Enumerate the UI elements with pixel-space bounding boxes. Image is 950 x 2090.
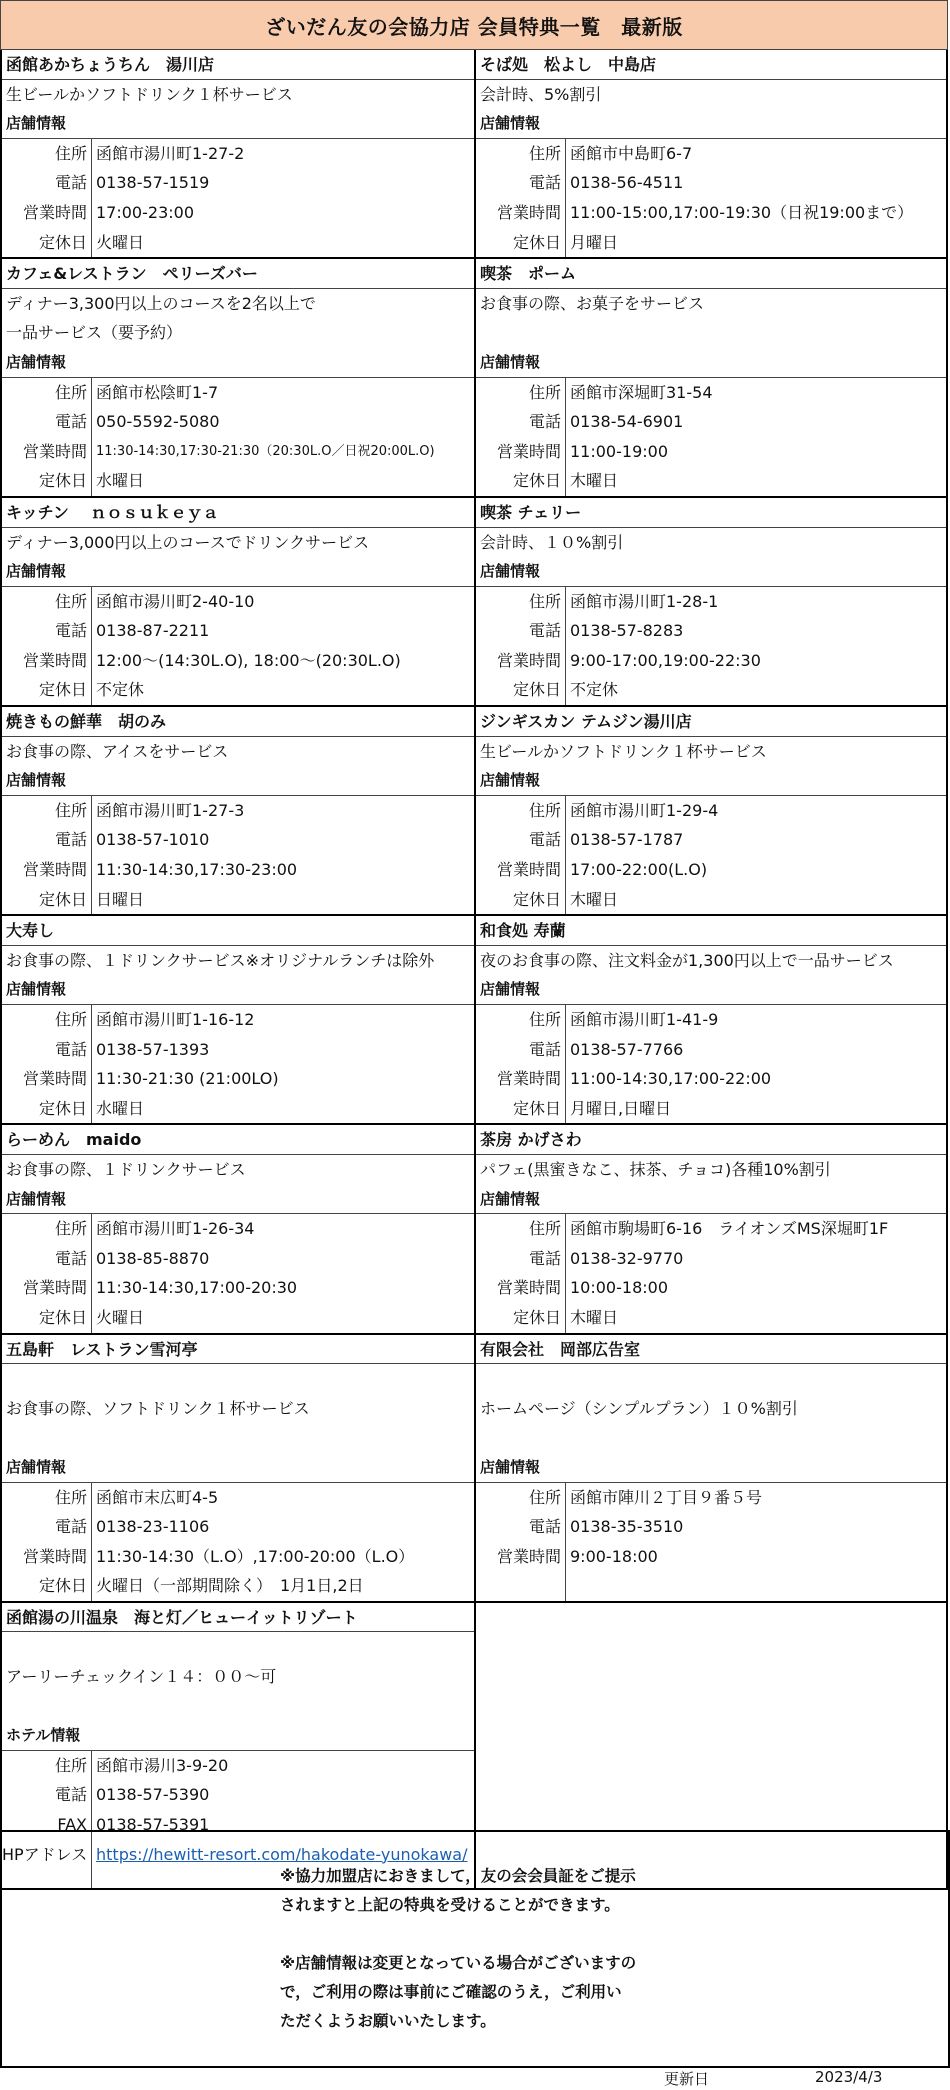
store-name: 大寿し bbox=[2, 916, 474, 946]
address-value: 函館市陣川２丁目９番５号 bbox=[570, 1487, 763, 1507]
address-row bbox=[476, 796, 946, 826]
closed-label: 定休日 bbox=[2, 1094, 92, 1124]
phone-value: 0138-54-6901 bbox=[570, 412, 684, 432]
closed-label: 定休日 bbox=[476, 1303, 566, 1333]
phone-value: 0138-23-1106 bbox=[96, 1517, 210, 1537]
notice-line: ※協力加盟店におきまして，友の会会員証をご提示 bbox=[280, 1867, 636, 1885]
store-info-heading: 店舗情報 bbox=[2, 975, 474, 1005]
phone-value: 0138-35-3510 bbox=[570, 1517, 684, 1537]
phone-label: 電話 bbox=[476, 1244, 566, 1274]
hours-value: 9:00-17:00,19:00-22:30 bbox=[570, 650, 761, 670]
closed-label: 定休日 bbox=[476, 228, 566, 258]
store-benefit bbox=[476, 1423, 946, 1453]
store-info-heading: 店舗情報 bbox=[476, 766, 946, 796]
closed-row bbox=[476, 1303, 946, 1333]
phone-row bbox=[476, 407, 946, 437]
closed-label: 定休日 bbox=[476, 1094, 566, 1124]
closed-value: 不定休 bbox=[570, 680, 619, 700]
hours-value: 11:00-15:00,17:00-19:30（日祝19:00まで） bbox=[570, 202, 914, 222]
closed-label: 定休日 bbox=[476, 885, 566, 915]
phone-label: 電話 bbox=[2, 1244, 92, 1274]
store-name: 五島軒 レストラン雪河亭 bbox=[2, 1335, 474, 1365]
store-name: 函館あかちょうちん 湯川店 bbox=[2, 50, 474, 80]
store-benefit bbox=[2, 1364, 474, 1394]
address-value: 函館市駒場町6-16 ライオンズMS深堀町1F bbox=[570, 1219, 889, 1239]
address-value: 函館市湯川町1-16-12 bbox=[96, 1010, 255, 1029]
store-card bbox=[0, 498, 474, 707]
closed-label: 定休日 bbox=[2, 466, 92, 496]
address-value: 函館市湯川3-9-20 bbox=[96, 1755, 229, 1775]
hours-label: 営業時間 bbox=[2, 1273, 92, 1303]
hours-row bbox=[2, 198, 474, 228]
address-label: 住所 bbox=[2, 1005, 92, 1035]
store-benefit: お食事の際、１ドリンクサービス bbox=[6, 1159, 246, 1179]
phone-value: 0138-32-9770 bbox=[570, 1248, 684, 1268]
hours-label: 営業時間 bbox=[476, 437, 566, 467]
address-value: 函館市末広町4-5 bbox=[96, 1487, 219, 1507]
store-benefit: お食事の際、１ドリンクサービス※オリジナルランチは除外 bbox=[6, 950, 435, 970]
store-card bbox=[0, 1335, 474, 1603]
address-row bbox=[476, 1214, 946, 1244]
phone-row bbox=[2, 168, 474, 198]
address-value: 函館市中島町6-7 bbox=[570, 143, 693, 163]
closed-value: 木曜日 bbox=[570, 889, 619, 909]
hours-row bbox=[2, 1542, 474, 1572]
phone-row bbox=[2, 1244, 474, 1274]
address-value: 函館市湯川町1-41-9 bbox=[570, 1010, 719, 1029]
blank-label bbox=[476, 1571, 566, 1601]
phone-value: 050-5592-5080 bbox=[96, 412, 220, 432]
store-benefit: 会計時、5%割引 bbox=[480, 84, 602, 104]
phone-label: 電話 bbox=[2, 407, 92, 437]
store-info-heading: 店舗情報 bbox=[476, 1453, 946, 1483]
address-value: 函館市湯川町1-27-2 bbox=[96, 143, 245, 163]
hours-value: 12:00～(14:30L.O), 18:00～(20:30L.O) bbox=[96, 650, 401, 670]
notice-line: ※店舗情報は変更となっている場合がございますの bbox=[280, 1954, 637, 1972]
phone-row bbox=[2, 1035, 474, 1065]
hours-value: 11:30-14:30,17:00-20:30 bbox=[96, 1278, 298, 1298]
phone-value: 0138-57-5390 bbox=[96, 1785, 210, 1805]
store-benefit bbox=[476, 1364, 946, 1394]
store-card bbox=[474, 259, 948, 498]
address-row bbox=[476, 378, 946, 408]
address-label: 住所 bbox=[2, 378, 92, 408]
address-label: 住所 bbox=[476, 1005, 566, 1035]
closed-label: 定休日 bbox=[2, 228, 92, 258]
address-row bbox=[476, 1483, 946, 1513]
store-benefit: 一品サービス（要予約） bbox=[6, 323, 183, 343]
fax-label: FAX bbox=[2, 1810, 92, 1840]
hours-row bbox=[2, 1064, 474, 1094]
store-info-heading: 店舗情報 bbox=[2, 1453, 474, 1483]
store-card bbox=[474, 498, 948, 707]
closed-value: 火曜日 bbox=[96, 1307, 145, 1327]
address-row bbox=[2, 1751, 474, 1781]
hours-value: 10:00-18:00 bbox=[570, 1278, 668, 1298]
closed-value: 不定休 bbox=[96, 680, 145, 700]
closed-label: 定休日 bbox=[2, 675, 92, 705]
store-card bbox=[474, 1335, 948, 1603]
store-name: 和食処 寿蘭 bbox=[476, 916, 946, 946]
phone-label: 電話 bbox=[2, 825, 92, 855]
phone-row bbox=[476, 1244, 946, 1274]
phone-label: 電話 bbox=[476, 825, 566, 855]
phone-row bbox=[2, 825, 474, 855]
store-card bbox=[474, 916, 948, 1125]
phone-label: 電話 bbox=[2, 1035, 92, 1065]
address-label: 住所 bbox=[476, 139, 566, 169]
store-info-heading: 店舗情報 bbox=[476, 109, 946, 139]
store-benefit: パフェ(黒蜜きなこ、抹茶、チョコ)各種10%割引 bbox=[480, 1159, 831, 1179]
phone-label: 電話 bbox=[2, 168, 92, 198]
store-grid bbox=[0, 50, 950, 1890]
phone-row bbox=[476, 1512, 946, 1542]
hours-value: 11:30-21:30 (21:00LO) bbox=[96, 1069, 279, 1089]
address-label: 住所 bbox=[476, 1214, 566, 1244]
store-benefit: ディナー3,300円以上のコースを2名以上で bbox=[6, 293, 316, 313]
phone-row bbox=[476, 825, 946, 855]
store-info-heading: 店舗情報 bbox=[2, 109, 474, 139]
hp-link[interactable]: https://hewitt-resort.com/hakodate-yunokawa/ bbox=[96, 1844, 468, 1864]
store-name: キッチン ｎｏｓｕｋｅｙａ bbox=[2, 498, 474, 528]
closed-row bbox=[476, 885, 946, 915]
hours-row bbox=[2, 437, 474, 467]
phone-label: 電話 bbox=[476, 407, 566, 437]
closed-label: 定休日 bbox=[2, 885, 92, 915]
address-row bbox=[2, 1483, 474, 1513]
address-value: 函館市湯川町1-27-3 bbox=[96, 800, 245, 820]
address-label: 住所 bbox=[2, 587, 92, 617]
updated-row bbox=[0, 2066, 950, 2090]
address-row bbox=[476, 1005, 946, 1035]
store-name: そば処 松よし 中島店 bbox=[476, 50, 946, 80]
store-benefit: ディナー3,000円以上のコースでドリンクサービス bbox=[6, 532, 370, 552]
hours-label: 営業時間 bbox=[476, 646, 566, 676]
store-name: 有限会社 岡部広告室 bbox=[476, 1335, 946, 1365]
hp-label: HPアドレス bbox=[2, 1840, 92, 1888]
hours-value: 17:00-22:00(L.O) bbox=[570, 860, 708, 880]
hours-label: 営業時間 bbox=[2, 198, 92, 228]
hours-row bbox=[476, 1542, 946, 1572]
store-card bbox=[0, 50, 474, 259]
closed-row bbox=[476, 1094, 946, 1124]
address-row bbox=[2, 1214, 474, 1244]
phone-label: 電話 bbox=[2, 1780, 92, 1810]
notice-box bbox=[0, 1830, 950, 2068]
notice-line: で，ご利用の際は事前にご確認のうえ，ご利用い bbox=[280, 1983, 622, 2001]
store-benefit: 生ビールかソフトドリンク１杯サービス bbox=[480, 741, 767, 761]
store-info-heading: 店舗情報 bbox=[2, 557, 474, 587]
address-value: 函館市松陰町1-7 bbox=[96, 382, 219, 402]
hotel-benefit bbox=[2, 1632, 474, 1662]
closed-value: 水曜日 bbox=[96, 471, 145, 491]
store-card bbox=[0, 259, 474, 498]
hours-value: 9:00-18:00 bbox=[570, 1546, 658, 1566]
hours-label: 営業時間 bbox=[2, 855, 92, 885]
hours-row bbox=[2, 855, 474, 885]
hours-row bbox=[476, 646, 946, 676]
hours-label: 営業時間 bbox=[476, 1064, 566, 1094]
phone-value: 0138-57-1519 bbox=[96, 173, 210, 193]
hours-label: 営業時間 bbox=[476, 855, 566, 885]
hours-row bbox=[2, 646, 474, 676]
phone-label: 電話 bbox=[476, 616, 566, 646]
store-info-heading: 店舗情報 bbox=[476, 975, 946, 1005]
store-card bbox=[0, 1125, 474, 1334]
address-row bbox=[476, 139, 946, 169]
address-row bbox=[2, 139, 474, 169]
phone-row bbox=[2, 1780, 474, 1810]
closed-value: 木曜日 bbox=[570, 1307, 619, 1327]
address-label: 住所 bbox=[2, 796, 92, 826]
closed-label: 定休日 bbox=[2, 1571, 92, 1601]
blank-value bbox=[566, 1571, 946, 1601]
phone-value: 0138-57-7766 bbox=[570, 1039, 684, 1059]
phone-row bbox=[2, 1512, 474, 1542]
hours-value: 11:30-14:30（L.O）,17:00-20:00（L.O） bbox=[96, 1546, 415, 1566]
store-name: ジンギスカン テムジン湯川店 bbox=[476, 707, 946, 737]
closed-row bbox=[2, 1094, 474, 1124]
address-label: 住所 bbox=[2, 139, 92, 169]
hours-value: 11:30-14:30,17:30-23:00 bbox=[96, 860, 298, 880]
hours-label: 営業時間 bbox=[2, 437, 92, 467]
hours-row bbox=[2, 1273, 474, 1303]
phone-row bbox=[2, 616, 474, 646]
closed-value: 水曜日 bbox=[96, 1098, 145, 1118]
address-value: 函館市湯川町1-29-4 bbox=[570, 800, 719, 820]
store-info-heading: 店舗情報 bbox=[2, 1185, 474, 1215]
closed-label: 定休日 bbox=[476, 466, 566, 496]
updated-label: 更新日 bbox=[664, 2070, 710, 2088]
closed-row bbox=[2, 228, 474, 258]
phone-value: 0138-57-1393 bbox=[96, 1039, 210, 1059]
closed-row bbox=[2, 885, 474, 915]
address-label: 住所 bbox=[2, 1483, 92, 1513]
store-info-heading: 店舗情報 bbox=[476, 348, 946, 378]
store-card bbox=[474, 1125, 948, 1334]
hotel-benefit bbox=[2, 1692, 474, 1722]
store-name: カフェ&レストラン ペリーズバー bbox=[2, 259, 474, 289]
store-card bbox=[474, 707, 948, 916]
store-info-heading: 店舗情報 bbox=[476, 557, 946, 587]
phone-value: 0138-85-8870 bbox=[96, 1248, 210, 1268]
hours-row bbox=[476, 437, 946, 467]
hotel-info-heading: ホテル情報 bbox=[2, 1721, 474, 1751]
phone-row bbox=[476, 616, 946, 646]
hours-value: 11:00-19:00 bbox=[570, 441, 668, 461]
address-value: 函館市湯川町1-26-34 bbox=[96, 1219, 255, 1239]
store-info-heading: 店舗情報 bbox=[2, 348, 474, 378]
address-row bbox=[2, 587, 474, 617]
store-name: 喫茶 ポーム bbox=[476, 259, 946, 289]
hours-value: 11:30-14:30,17:30-21:30（20:30L.O／日祝20:00L.O) bbox=[96, 443, 435, 459]
address-label: 住所 bbox=[2, 1214, 92, 1244]
closed-row bbox=[2, 466, 474, 496]
closed-value: 火曜日（一部期間除く） 1月1日,2日 bbox=[96, 1576, 364, 1596]
hours-label: 営業時間 bbox=[2, 1064, 92, 1094]
store-benefit: お食事の際、お菓子をサービス bbox=[480, 293, 705, 313]
closed-value: 日曜日 bbox=[96, 889, 145, 909]
address-label: 住所 bbox=[476, 378, 566, 408]
closed-value: 月曜日,日曜日 bbox=[570, 1098, 672, 1118]
hotel-benefit: アーリーチェックイン１４：００～可 bbox=[6, 1667, 277, 1687]
phone-value: 0138-87-2211 bbox=[96, 621, 210, 641]
closed-value: 月曜日 bbox=[570, 232, 619, 252]
address-label: 住所 bbox=[2, 1751, 92, 1781]
closed-label: 定休日 bbox=[476, 675, 566, 705]
store-card bbox=[0, 707, 474, 916]
hours-row bbox=[476, 1064, 946, 1094]
store-name: 喫茶 チェリー bbox=[476, 498, 946, 528]
notice-line: されますと上記の特典を受けることができます。 bbox=[280, 1896, 620, 1914]
hours-row bbox=[476, 1273, 946, 1303]
address-label: 住所 bbox=[476, 796, 566, 826]
store-card bbox=[0, 916, 474, 1125]
store-benefit bbox=[476, 318, 946, 348]
address-label: 住所 bbox=[476, 1483, 566, 1513]
store-name: 焼きもの鮮華 胡のみ bbox=[2, 707, 474, 737]
address-row bbox=[2, 1005, 474, 1035]
address-value: 函館市湯川町1-28-1 bbox=[570, 591, 719, 611]
phone-row bbox=[476, 1035, 946, 1065]
address-label: 住所 bbox=[476, 587, 566, 617]
hours-label: 営業時間 bbox=[2, 646, 92, 676]
address-row bbox=[476, 587, 946, 617]
store-card bbox=[474, 50, 948, 259]
phone-value: 0138-57-8283 bbox=[570, 621, 684, 641]
closed-value: 木曜日 bbox=[570, 471, 619, 491]
fax-value: 0138-57-5391 bbox=[96, 1815, 210, 1835]
updated-date: 2023/4/3 bbox=[815, 2068, 883, 2086]
page-title: ざいだん友の会協力店 会員特典一覧 最新版 bbox=[0, 0, 948, 50]
store-info-heading: 店舗情報 bbox=[2, 766, 474, 796]
phone-row bbox=[476, 168, 946, 198]
phone-row bbox=[2, 407, 474, 437]
phone-value: 0138-57-1010 bbox=[96, 830, 210, 850]
address-row bbox=[2, 378, 474, 408]
blank-row bbox=[476, 1571, 946, 1601]
store-benefit: 会計時、１０%割引 bbox=[480, 532, 624, 552]
closed-row bbox=[476, 466, 946, 496]
phone-label: 電話 bbox=[2, 616, 92, 646]
hours-label: 営業時間 bbox=[2, 1542, 92, 1572]
address-value: 函館市湯川町2-40-10 bbox=[96, 591, 255, 611]
hotel-name: 函館湯の川温泉 海と灯／ヒューイットリゾート bbox=[2, 1603, 474, 1633]
hours-label: 営業時間 bbox=[476, 1542, 566, 1572]
phone-label: 電話 bbox=[476, 168, 566, 198]
hours-label: 営業時間 bbox=[476, 1273, 566, 1303]
store-benefit bbox=[2, 1423, 474, 1453]
phone-label: 電話 bbox=[476, 1512, 566, 1542]
address-value: 函館市深堀町31-54 bbox=[570, 382, 713, 402]
closed-label: 定休日 bbox=[2, 1303, 92, 1333]
hours-row bbox=[476, 198, 946, 228]
hours-label: 営業時間 bbox=[476, 198, 566, 228]
hours-value: 11:00-14:30,17:00-22:00 bbox=[570, 1069, 772, 1089]
closed-row bbox=[476, 228, 946, 258]
phone-label: 電話 bbox=[2, 1512, 92, 1542]
closed-row bbox=[2, 1303, 474, 1333]
phone-value: 0138-56-4511 bbox=[570, 173, 684, 193]
notice-text bbox=[280, 1949, 670, 2036]
store-benefit: ホームページ（シンプルプラン）１０%割引 bbox=[480, 1398, 798, 1418]
phone-value: 0138-57-1787 bbox=[570, 830, 684, 850]
notice-line: ただくようお願いいたします。 bbox=[280, 2012, 496, 2030]
closed-row bbox=[2, 675, 474, 705]
store-benefit: 生ビールかソフトドリンク１杯サービス bbox=[6, 84, 293, 104]
hours-row bbox=[476, 855, 946, 885]
closed-value: 火曜日 bbox=[96, 232, 145, 252]
address-row bbox=[2, 796, 474, 826]
hours-value: 17:00-23:00 bbox=[96, 202, 194, 222]
closed-row bbox=[2, 1571, 474, 1601]
store-name: らーめん maido bbox=[2, 1125, 474, 1155]
notice-text bbox=[280, 1862, 670, 1920]
closed-row bbox=[476, 675, 946, 705]
store-benefit: お食事の際、アイスをサービス bbox=[6, 741, 229, 761]
store-info-heading: 店舗情報 bbox=[476, 1185, 946, 1215]
store-name: 茶房 かげさわ bbox=[476, 1125, 946, 1155]
phone-label: 電話 bbox=[476, 1035, 566, 1065]
store-benefit: お食事の際、ソフトドリンク１杯サービス bbox=[6, 1398, 310, 1418]
store-benefit: 夜のお食事の際、注文料金が1,300円以上で一品サービス bbox=[480, 950, 894, 970]
